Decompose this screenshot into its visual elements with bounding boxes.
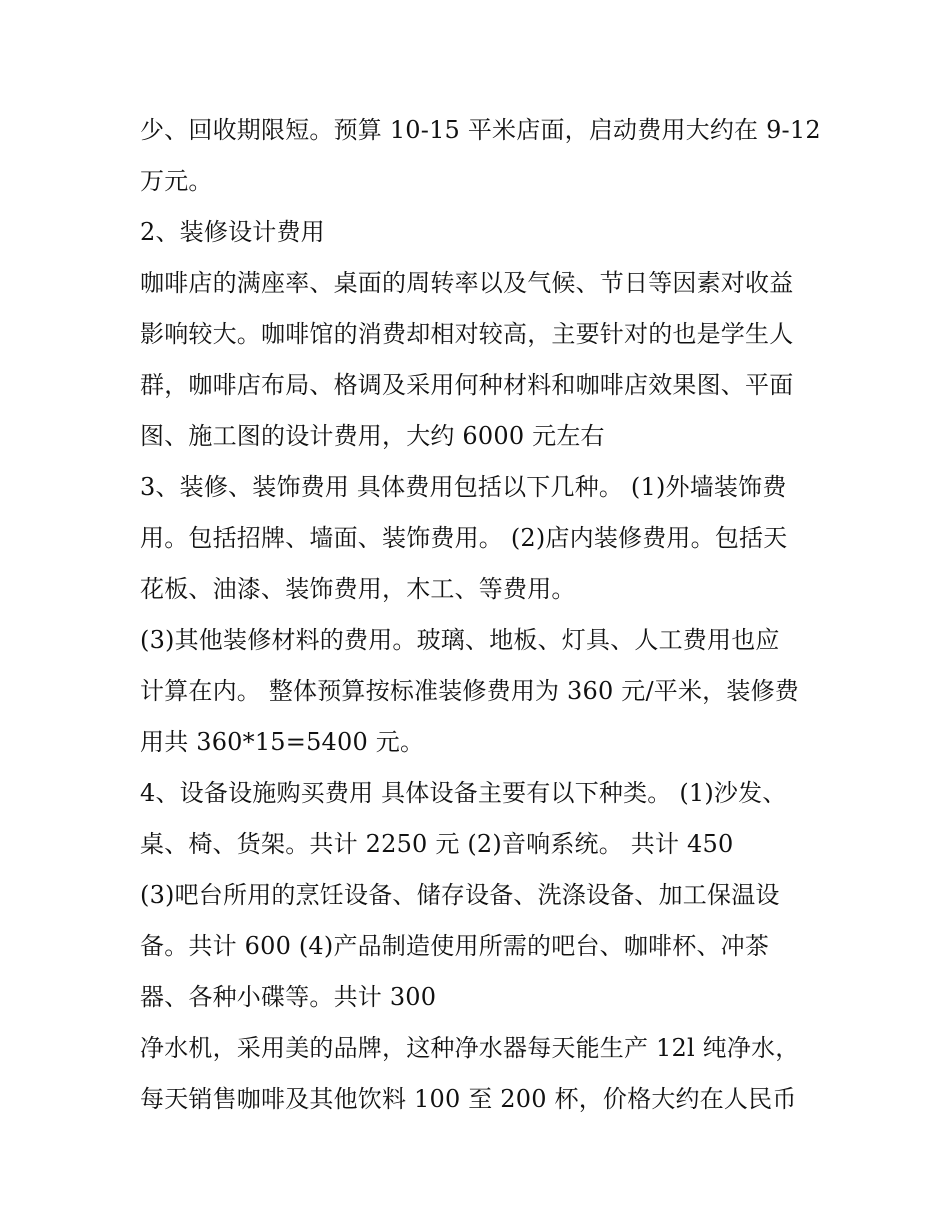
text-line: 花板、油漆、装饰费用，木工、等费用。 [140,575,576,603]
text-line: 每天销售咖啡及其他饮料 100 至 200 杯，价格大约在人民币 [140,1085,797,1113]
text-line: 万元。 [140,167,213,195]
text-line: 用共 360*15=5400 元。 [140,728,425,756]
section-heading: 2、装修设计费用 [140,218,325,246]
text-line: 净水机，采用美的品牌，这种净水器每天能生产 12l 纯净水， [140,1034,800,1062]
document-body [140,105,820,1125]
text-line: 影响较大。咖啡馆的消费却相对较高，主要针对的也是学生人 [140,320,794,348]
text-line: (3)吧台所用的烹饪设备、储存设备、洗涤设备、加工保温设 [140,881,780,909]
text-line: 桌、椅、货架。共计 2250 元 (2)音响系统。 共计 450 [140,830,734,858]
text-line: 备。共计 600 (4)产品制造使用所需的吧台、咖啡杯、冲茶 [140,932,770,960]
text-line: 少、回收期限短。预算 10-15 平米店面，启动费用大约在 9-12 [140,116,821,144]
text-line: 器、各种小碟等。共计 300 [140,983,437,1011]
text-line: 群，咖啡店布局、格调及采用何种材料和咖啡店效果图、平面 [140,371,794,399]
text-line: 4、设备设施购买费用 具体设备主要有以下种类。 (1)沙发、 [140,779,787,807]
text-line: 3、装修、装饰费用 具体费用包括以下几种。 (1)外墙装饰费 [140,473,787,501]
text-line: (3)其他装修材料的费用。玻璃、地板、灯具、人工费用也应 [140,626,780,654]
text-line: 咖啡店的满座率、桌面的周转率以及气候、节日等因素对收益 [140,269,794,297]
text-line: 计算在内。 整体预算按标准装修费用为 360 元/平米，装修费 [140,677,799,705]
text-line: 用。包括招牌、墙面、装饰费用。 (2)店内装修费用。包括天 [140,524,788,552]
text-line: 图、施工图的设计费用，大约 6000 元左右 [140,422,605,450]
